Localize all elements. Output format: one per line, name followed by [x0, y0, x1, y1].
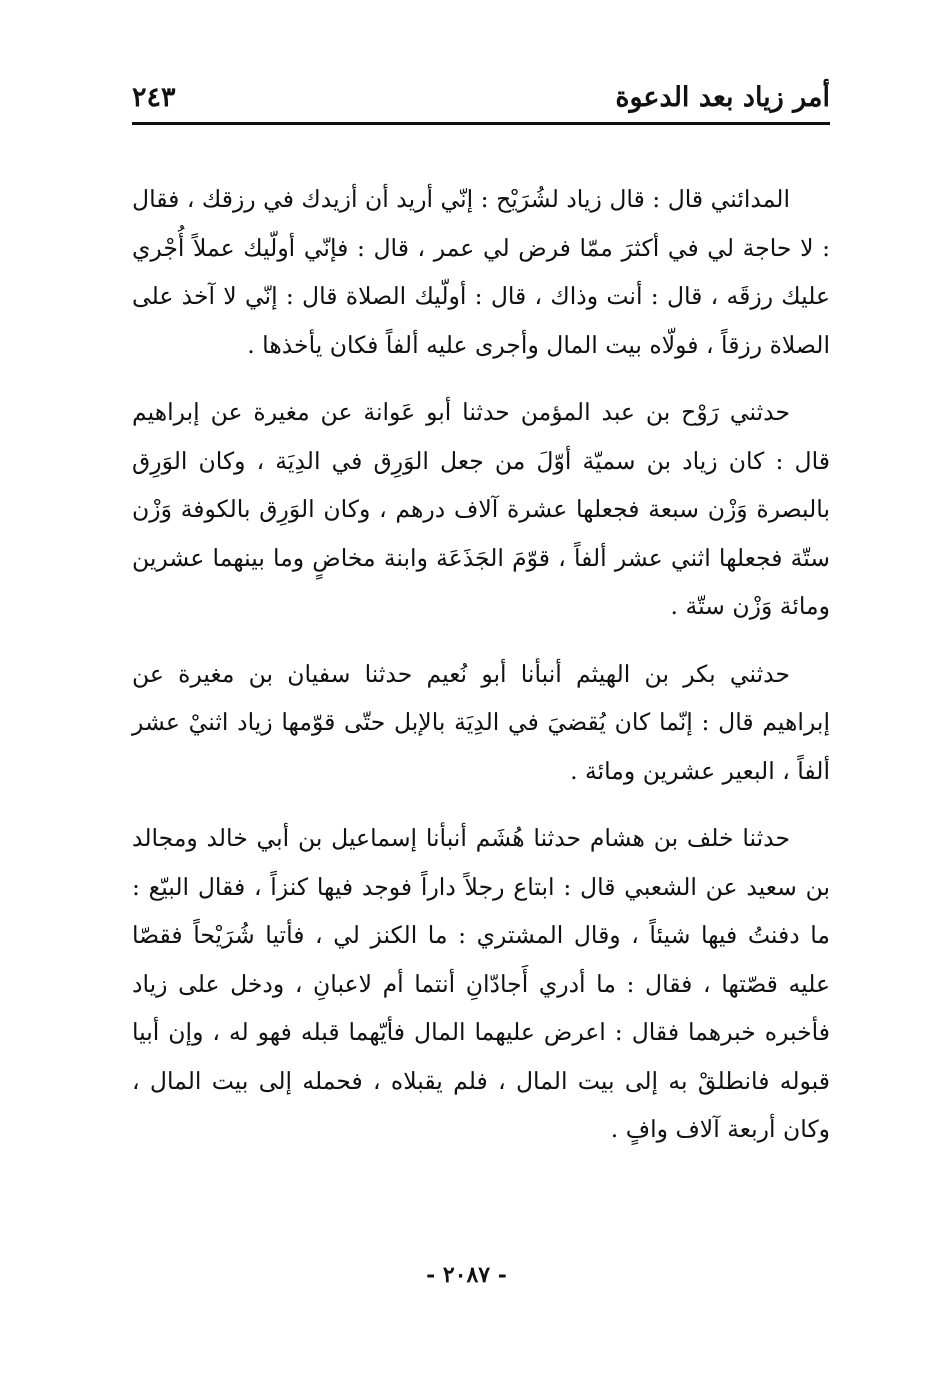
body-text — [132, 175, 830, 1154]
running-header — [132, 74, 830, 120]
paragraph-2: حدثني رَوْح بن عبد المؤمن حدثنا أبو عَوانة عن مغيرة عن إبراهيم قال : كان زياد بن سميّة أوّلَ من جعل الوَرِق في الدِيَة ، وكان الوَرِق بالبصرة وَزْن سبعة فجعلها عشرة آلاف درهم ، وكان الوَرِق بالكوفة وَزْن ستّة فجعلها اثني عشر ألفاً ، قوّمَ الجَذَعَة وابنة مخاضٍ وما بينهما عشرين ومائة وَزْن ستّة . — [132, 398, 830, 620]
header-rule — [132, 122, 830, 125]
paragraph-4: حدثنا خلف بن هشام حدثنا هُشَم أنبأنا إسماعيل بن أبي خالد ومجالد بن سعيد عن الشعبي قال : ابتاع رجلاً داراً فوجد فيها كنزاً ، فقال البيّع : ما دفنتُ فيها شيئاً ، وقال المشتري : ما الكنز لي ، فأتيا شُرَيْحاً فقصّا عليه قصّتها ، فقال : ما أدري أَجادّانِ أنتما أم لاعبانِ ، ودخل على زياد فأخبره خبرهما فقال : اعرض عليهما المال فأيّهما قبله فهو له ، وإن أبيا قبوله فانطلقْ به إلى بيت المال ، فلم يقبلاه ، فحمله إلى بيت المال ، وكان أربعة آلاف وافٍ . — [132, 824, 830, 1143]
header-page-number: ٢٤٣ — [132, 81, 176, 113]
chapter-title: أمر زياد بعد الدعوة — [615, 81, 830, 113]
footer-page-number: - ٢٠٨٧ - — [426, 1262, 507, 1288]
paragraph-1: المدائني قال : قال زياد لشُرَيْح : إنّي أريد أن أزيدك في رزقك ، فقال : لا حاجة لي في أكثرَ ممّا فرض لي عمر ، قال : فإنّي أولّيك عملاً أُجْري عليك رزقَه ، قال : أنت وذاك ، قال : أولّيك الصلاة قال : إنّي لا آخذ على الصلاة رزقاً ، فولّاه بيت المال وأجرى عليه ألفاً فكان يأخذها . — [132, 185, 830, 359]
paragraph-3: حدثني بكر بن الهيثم أنبأنا أبو نُعيم حدثنا سفيان بن مغيرة عن إبراهيم قال : إنّما كان يُقضيَ في الدِيَة بالإبل حتّى قوّمها زياد اثنيْ عشر ألفاً ، البعير عشرين ومائة . — [132, 659, 830, 785]
